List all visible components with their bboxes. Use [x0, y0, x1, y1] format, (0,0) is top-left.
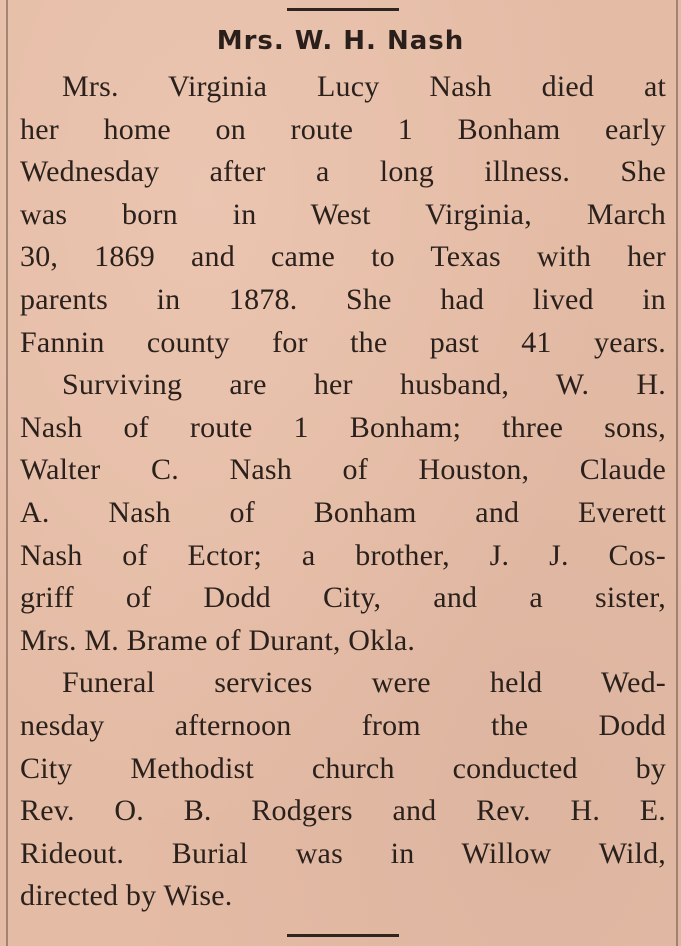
text-line: City Methodist church conducted by	[20, 751, 666, 785]
text-line: Nash of Ector; a brother, J. J. Cos-	[20, 538, 666, 572]
obituary-headline: Mrs. W. H. Nash	[216, 26, 465, 56]
top-divider-rule	[287, 8, 399, 11]
obituary-body	[20, 66, 666, 918]
text-line: A. Nash of Bonham and Everett	[20, 495, 666, 529]
text-line: Walter C. Nash of Houston, Claude	[20, 453, 666, 487]
bottom-divider-rule	[287, 934, 399, 937]
text-line: Mrs. Virginia Lucy Nash died at	[62, 70, 666, 103]
text-line: Nash of route 1 Bonham; three sons,	[20, 410, 666, 444]
text-line: directed by Wise.	[20, 879, 233, 913]
text-line: parents in 1878. She had lived in	[20, 282, 666, 316]
text-line: was born in West Virginia, March	[20, 197, 666, 231]
text-line: griff of Dodd City, and a sister,	[20, 581, 666, 615]
text-line: Funeral services were held Wed-	[62, 666, 666, 700]
text-line: Rideout. Burial was in Willow Wild,	[20, 836, 666, 870]
text-line: Mrs. M. Brame of Durant, Okla.	[20, 623, 416, 657]
left-column-rule	[6, 0, 8, 946]
text-line: her home on route 1 Bonham early	[20, 112, 666, 146]
text-line: Wednesday after a long illness. She	[20, 155, 666, 189]
text-line: Surviving are her husband, W. H.	[62, 368, 666, 402]
text-line: Rev. O. B. Rodgers and Rev. H. E.	[20, 794, 666, 828]
text-line: nesday afternoon from the Dodd	[20, 708, 666, 742]
right-column-rule	[676, 0, 678, 946]
text-line: Fannin county for the past 41 years.	[20, 325, 666, 359]
text-line: 30, 1869 and came to Texas with her	[20, 240, 666, 274]
